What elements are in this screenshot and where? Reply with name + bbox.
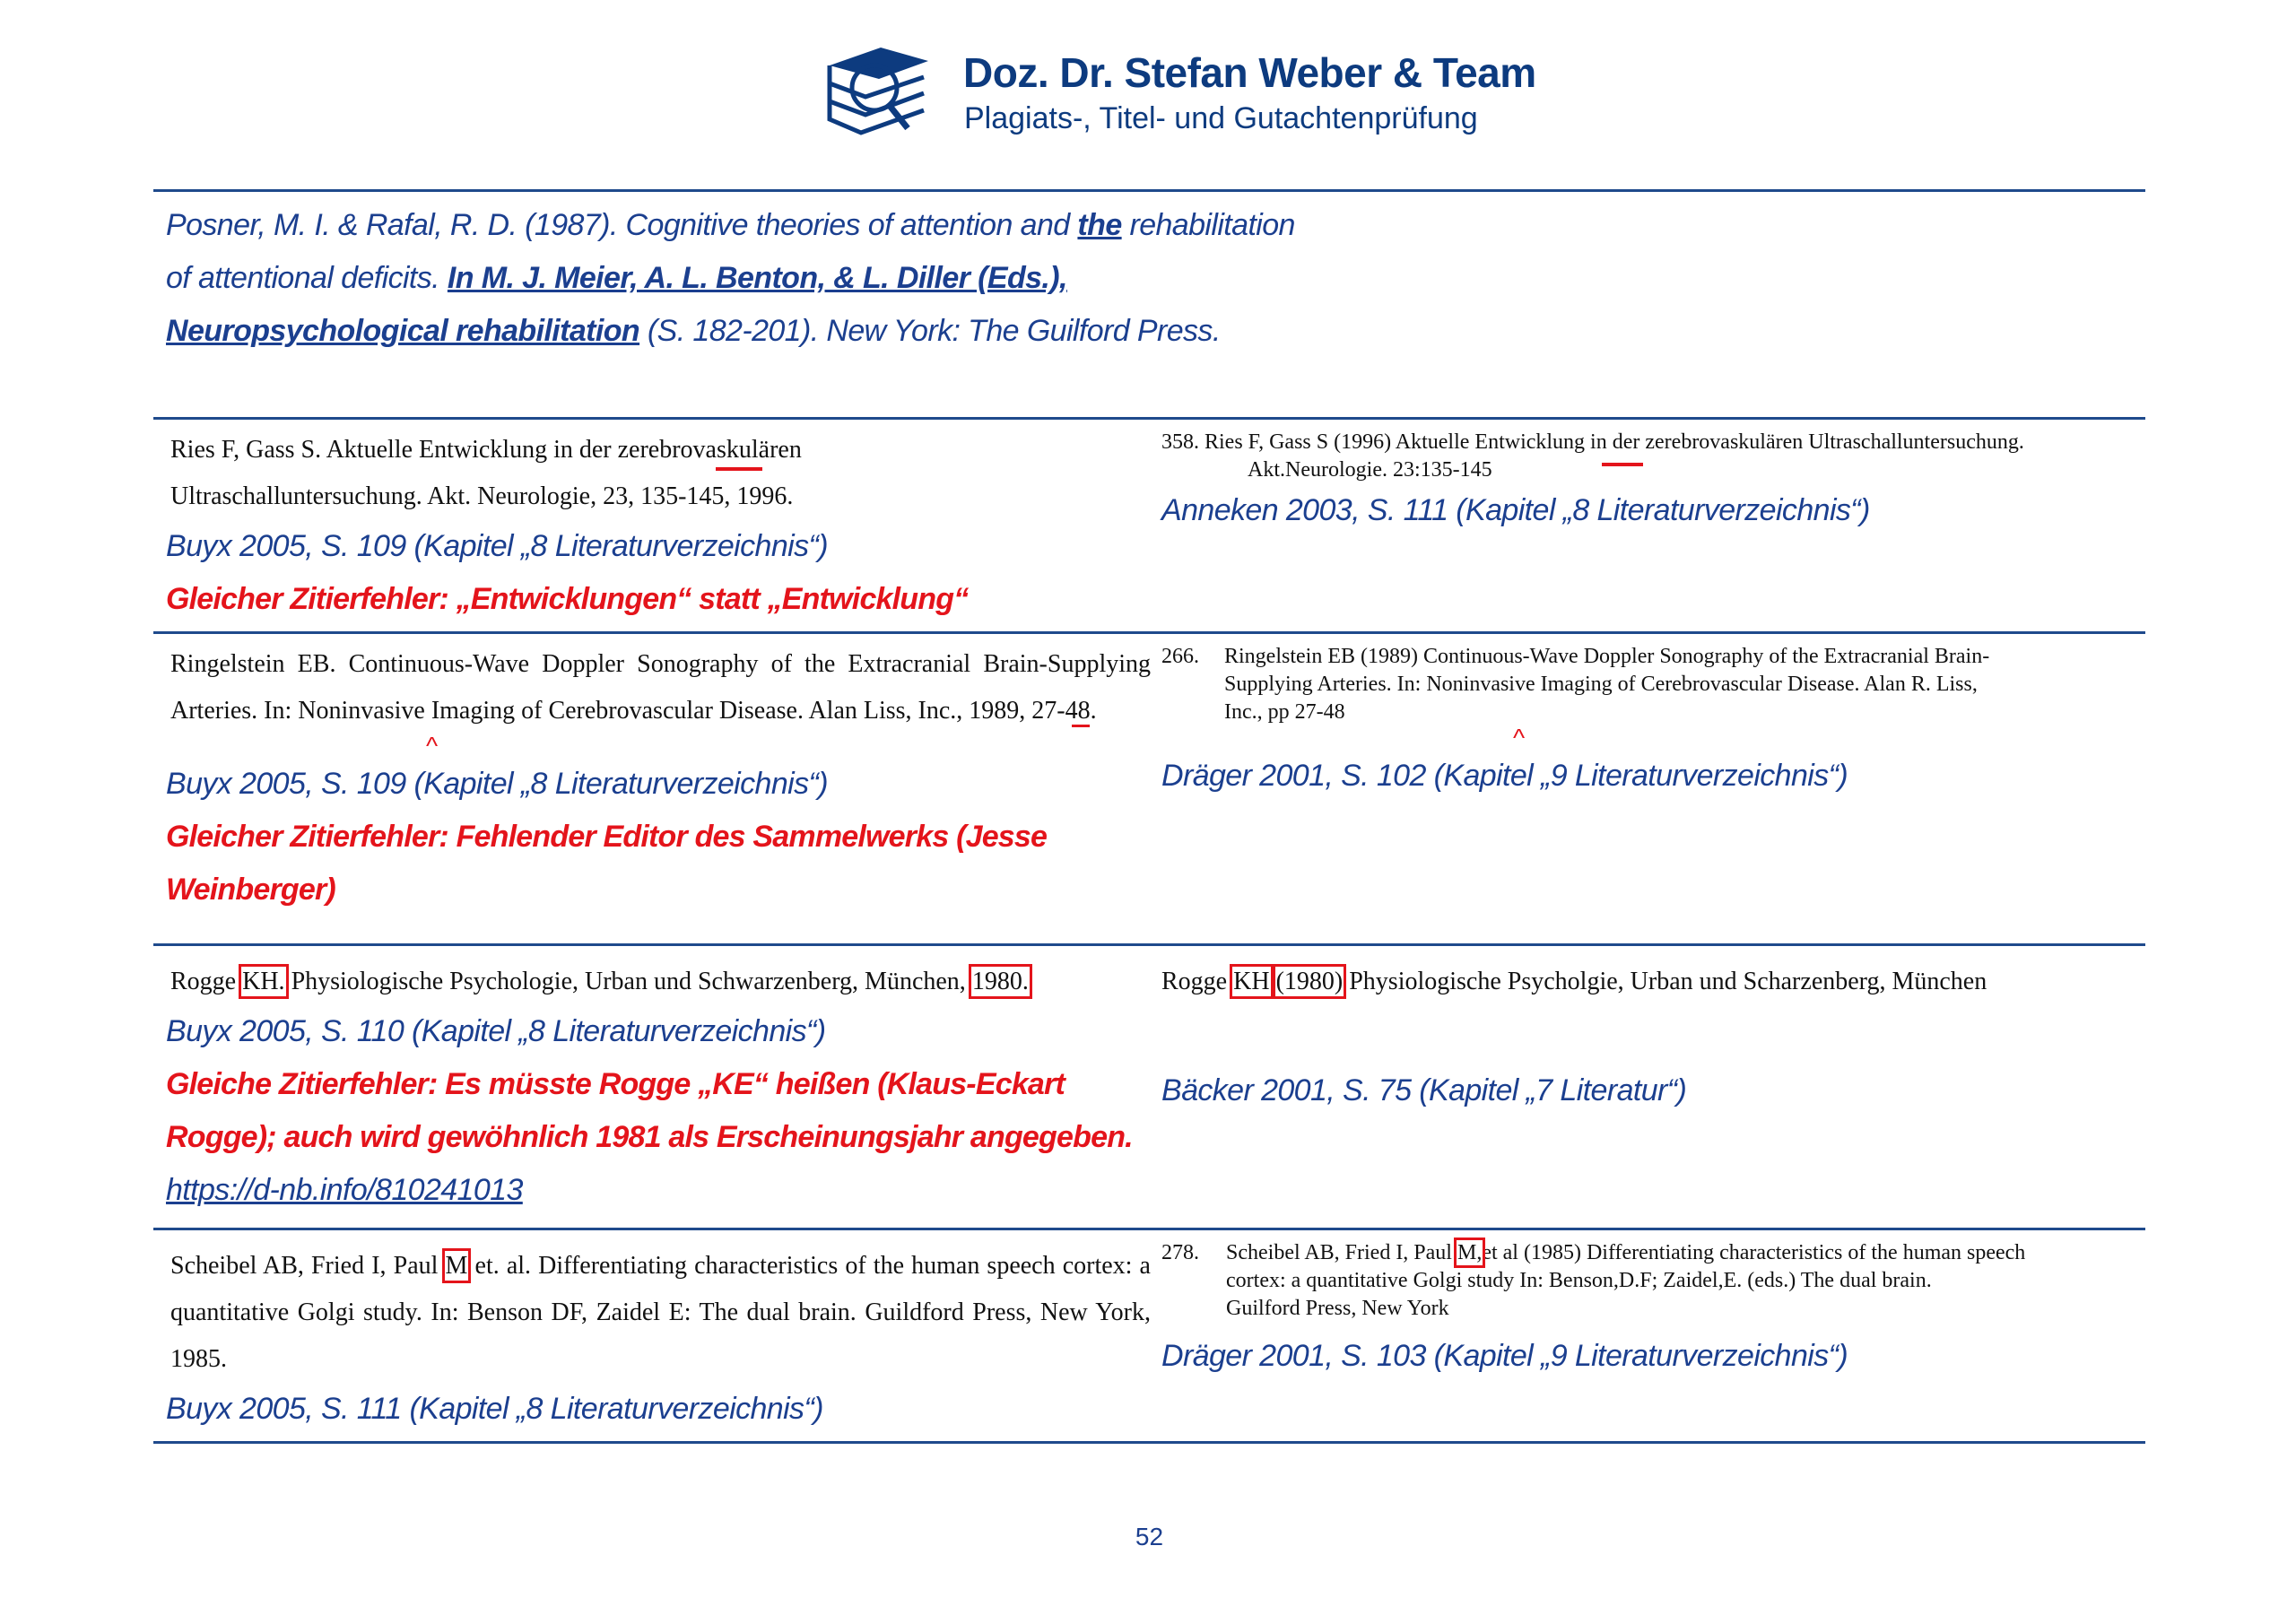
row4-right [1151,946,2133,1228]
source-text: Rogge KH. Physiologische Psychologie, Urban und Schwarzenberg, München, 1980. [170,968,1029,995]
row3-left [153,634,1151,943]
source-text: Ultraschalluntersuchung. Akt. Neurologie, 23, 135-145, 1996. [170,482,794,510]
red-caret-mark: ^ [426,732,439,760]
red-box-highlight: KH. [242,968,285,995]
error-note: Gleiche Zitierfehler: Es müsste Rogge „KE“ heißen (Klaus-Eckart Rogge); auch wird gewöhnlich 1981 als Erscheinungsjahr angegeben. [166,1067,1133,1154]
dnb-link[interactable]: https://d-nb.info/810241013 [166,1173,523,1207]
row4-left [153,946,1151,1228]
red-box-highlight: 1980. [971,968,1029,995]
red-caret-mark: ^ [1513,724,1526,751]
red-underline [1072,725,1090,727]
red-underline [716,467,762,471]
comparison-table [153,189,2145,1550]
source-citation: Buyx 2005, S. 110 (Kapitel „8 Literaturverzeichnis“) [166,1014,826,1048]
source-citation: Buyx 2005, S. 109 (Kapitel „8 Literaturverzeichnis“) [166,529,828,563]
row-rogge [153,943,2145,1228]
footer [153,1441,2145,1552]
source-citation: Dräger 2001, S. 102 (Kapitel „9 Literaturverzeichnis“) [1161,759,1848,793]
source-text: Ries F, Gass S. Aktuelle Entwicklung in der zerebrovaskulären [170,436,802,464]
source-citation: Bäcker 2001, S. 75 (Kapitel „7 Literatur“) [1161,1073,1687,1107]
source-text: Supplying Arteries. In: Noninvasive Imaging of Cerebrovascular Disease. Alan R. Liss, [1224,673,1978,696]
red-box-highlight: M [445,1252,468,1280]
brand-title: Doz. Dr. Stefan Weber & Team [963,49,1536,96]
source-text: Rogge KH (1980) Physiologische Psycholgie, Urban und Scharzenberg, München [1161,968,1987,995]
row3-right [1151,634,2133,943]
page-number: 52 [1135,1523,1164,1550]
source-text: Scheibel AB, Fried I, Paul M et. al. Differentiating characteristics of the human speech cortex: a quantitative Golgi study. In: Benson DF, Zaidel E: The dual brain. Guildford Press, New York, 1985. [170,1252,1151,1373]
source-citation: Buyx 2005, S. 111 (Kapitel „8 Literaturverzeichnis“) [166,1392,823,1426]
row5-left [153,1230,1151,1441]
source-text: Ringelstein EB. Continuous-Wave Doppler Sonography of the Extracranial Brain-Supplying Arteries. In: Noninvasive Imaging of Cerebrovascular Disease. Alan Liss, Inc., 1989, 27-48. [170,650,1151,725]
source-citation: Anneken 2003, S. 111 (Kapitel „8 Literaturverzeichnis“) [1161,493,1870,527]
source-text: 278. Scheibel AB, Fried I, Paul M,et al (1985) Differentiating characteristics of the human speech [1161,1241,2026,1264]
row2-right [1151,420,2133,631]
source-text: Inc., pp 27-48 [1224,700,1345,724]
row-ringelstein [153,631,2145,943]
brand-subtitle: Plagiats-, Titel- und Gutachtenprüfung [964,101,1478,135]
source-citation: Dräger 2001, S. 103 (Kapitel „9 Literaturverzeichnis“) [1161,1339,1848,1373]
row5-right [1151,1230,2133,1441]
red-box-highlight: KH [1233,968,1270,995]
source-text: Guilford Press, New York [1226,1297,1449,1320]
source-text: Akt.Neurologie. 23:135-145 [1248,458,1492,482]
row-scheibel [153,1228,2145,1441]
source-citation: Buyx 2005, S. 109 (Kapitel „8 Literaturverzeichnis“) [166,767,828,801]
red-box-highlight: M, [1457,1241,1483,1264]
red-box-highlight: (1980) [1275,968,1344,995]
red-underline [1602,463,1643,466]
row-posner [153,189,2145,417]
row2-left [153,420,1151,631]
error-note: Gleicher Zitierfehler: Fehlender Editor des Sammelwerks (Jesse Weinberger) [166,820,1048,907]
error-note: Gleicher Zitierfehler: „Entwicklungen“ statt „Entwicklung“ [166,582,969,616]
row-ries [153,417,2145,631]
book-stack-magnifier-icon [825,43,933,142]
reference-posner: Posner, M. I. & Rafal, R. D. (1987). Cognitive theories of attention and the rehabilitation of attentional deficits. In M. J. Meier, A. L. Benton, & L. Diller (Eds.), Neuropsychological rehabilitation (S. 182-201). New York: The Guilford Press. [166,208,1295,348]
source-text: 358. Ries F, Gass S (1996) Aktuelle Entwicklung in der zerebrovaskulären Ultraschalluntersuchung. [1161,430,2024,454]
source-text: cortex: a quantitative Golgi study In: Benson,D.F; Zaidel,E. (eds.) The dual brain. [1226,1269,1932,1292]
source-text: 266. Ringelstein EB (1989) Continuous-Wave Doppler Sonography of the Extracranial Brain- [1161,645,1990,668]
